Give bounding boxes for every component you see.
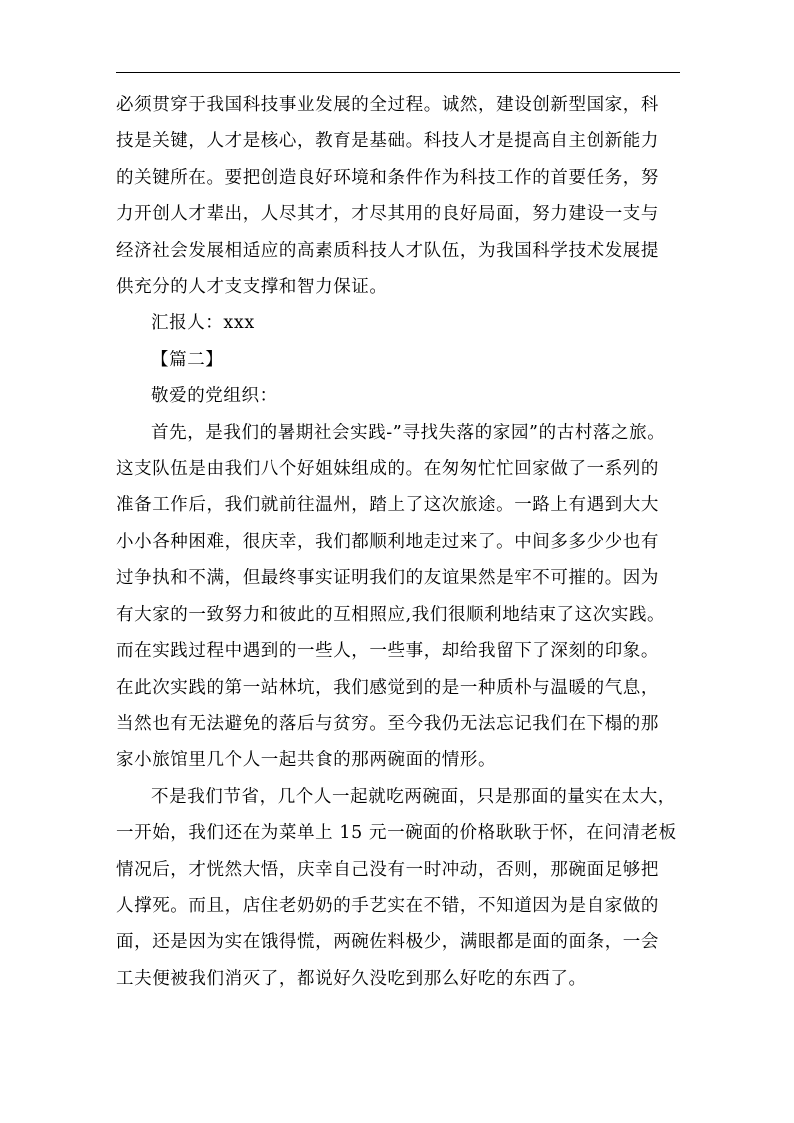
text-line: 必须贯穿于我国科技事业发展的全过程。诚然，建设创新型国家，科 <box>116 95 659 115</box>
section-heading-text: 【篇二】 <box>151 349 224 370</box>
text-line: 过争执和不满，但最终事实证明我们的友谊果然是牢不可摧的。因为 <box>116 568 659 589</box>
text-line: 工夫便被我们消灭了，都说好久没吃到那么好吃的东西了。 <box>116 968 587 989</box>
text-line: 的关键所在。要把创造良好环境和条件作为科技工作的首要任务，努 <box>116 167 659 188</box>
text-line: 经济社会发展相适应的高素质科技人才队伍，为我国科学技术发展提 <box>116 240 659 261</box>
salutation <box>116 378 682 414</box>
document-body <box>116 87 682 997</box>
text-line: 首先，是我们的暑期社会实践-”寻找失落的家园”的古村落之旅。 <box>151 422 666 443</box>
text-line: 一开始，我们还在为菜单上 15 元一碗面的价格耿耿于怀，在问清老板 <box>116 823 677 844</box>
paragraph-practice-intro <box>116 415 682 779</box>
header-rule <box>116 72 680 73</box>
text-line: 供充分的人才支支撑和智力保证。 <box>116 277 388 298</box>
reporter-text: 汇报人：xxx <box>151 313 255 334</box>
section-heading <box>116 342 682 378</box>
text-line: 情况后，才恍然大悟，庆幸自己没有一时冲动，否则，那碗面足够把 <box>116 859 659 880</box>
text-line: 不是我们节省，几个人一起就吃两碗面，只是那面的量实在太大， <box>151 786 676 807</box>
text-line: 面，还是因为实在饿得慌，两碗佐料极少，满眼都是面的面条，一会 <box>116 932 659 953</box>
text-line: 有大家的一致努力和彼此的互相照应,我们很顺利地结束了这次实践。 <box>116 604 666 625</box>
text-line: 家小旅馆里几个人一起共食的那两碗面的情形。 <box>116 750 497 771</box>
text-line: 力开创人才辈出，人尽其才，才尽其用的良好局面，努力建设一支与 <box>116 204 659 225</box>
text-line: 技是关键，人才是核心，教育是基础。科技人才是提高自主创新能力 <box>116 131 659 152</box>
text-line: 小小各种困难，很庆幸，我们都顺利地走过来了。中间多多少少也有 <box>116 531 659 552</box>
reporter-line <box>116 305 682 341</box>
paragraph-noodles <box>116 779 682 997</box>
paragraph-conclusion <box>116 87 682 305</box>
text-line: 这支队伍是由我们八个好姐妹组成的。在匆匆忙忙回家做了一系列的 <box>116 459 659 480</box>
text-line: 准备工作后，我们就前往温州，踏上了这次旅途。一路上有遇到大大 <box>116 495 659 516</box>
text-line: 当然也有无法避免的落后与贫穷。至今我仍无法忘记我们在下榻的那 <box>116 713 659 734</box>
salutation-text: 敬爱的党组织： <box>151 386 278 407</box>
text-line: 而在实践过程中遇到的一些人，一些事，却给我留下了深刻的印象。 <box>116 641 659 662</box>
text-line: 人撑死。而且，店住老奶奶的手艺实在不错，不知道因为是自家做的 <box>116 895 659 916</box>
text-line: 在此次实践的第一站林坑，我们感觉到的是一种质朴与温暖的气息， <box>116 677 659 698</box>
